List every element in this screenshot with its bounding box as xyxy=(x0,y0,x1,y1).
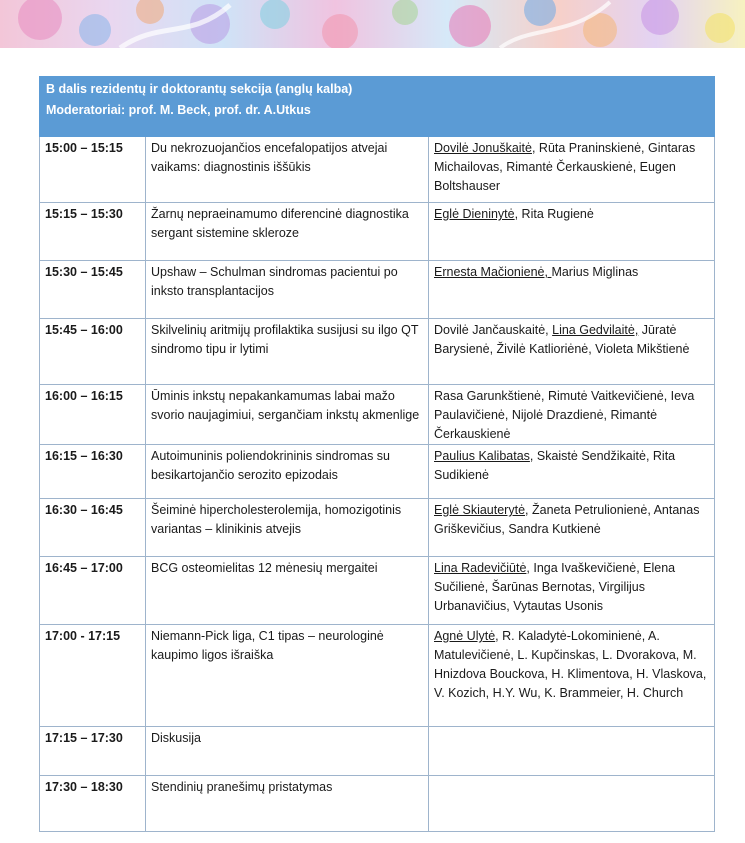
program-row xyxy=(40,445,715,499)
talk-title: Upshaw – Schulman sindromas pacientui po inksto transplantacijos xyxy=(146,261,429,319)
authors xyxy=(429,261,715,319)
program-row xyxy=(40,776,715,832)
talk-title: Ūminis inkstų nepakankamumas labai mažo svorio naujagimiui, sergančiam inkstų akmenlige xyxy=(146,385,429,445)
presenting-author: Eglė Dieninytė xyxy=(434,207,515,221)
section-header-row xyxy=(40,77,715,137)
section-header-cell xyxy=(40,77,715,137)
time-slot: 15:45 – 16:00 xyxy=(40,319,146,385)
presenting-author: Dovilė Jonuškaitė xyxy=(434,141,532,155)
paint-splash-graphic xyxy=(0,0,745,48)
decorative-banner xyxy=(0,0,745,48)
time-slot: 15:30 – 15:45 xyxy=(40,261,146,319)
time-slot: 16:00 – 16:15 xyxy=(40,385,146,445)
program-row xyxy=(40,261,715,319)
authors xyxy=(429,385,715,445)
time-slot: 15:00 – 15:15 xyxy=(40,137,146,203)
program-table xyxy=(39,76,715,832)
time-slot: 17:00 - 17:15 xyxy=(40,625,146,727)
authors xyxy=(429,625,715,727)
program-row xyxy=(40,557,715,625)
authors xyxy=(429,557,715,625)
co-authors: Marius Miglinas xyxy=(551,265,639,279)
presenting-author: Lina Radevičiūtė xyxy=(434,561,527,575)
talk-title: Skilvelinių aritmijų profilaktika susijusi su ilgo QT sindromo tipu ir lytimi xyxy=(146,319,429,385)
authors xyxy=(429,727,715,776)
co-authors: , R. Kaladytė-Lokominienė, A. Matulevičienė, L. Kupčinskas, L. Dvorakova, M. Hnizdova Bouckova, H. Klimentova, H. Vlaskova, V. Kozich, H.Y. Wu, K. Brammeier, H. Church xyxy=(434,629,707,700)
talk-title: Stendinių pranešimų pristatymas xyxy=(146,776,429,832)
co-authors: Jūratė Barysienė, Živilė Katlioriėnė, Violeta Mikštienė xyxy=(434,323,690,356)
talk-title: Žarnų nepraeinamumo diferencinė diagnostika sergant sistemine skleroze xyxy=(146,203,429,261)
program-row xyxy=(40,727,715,776)
presenting-author: Paulius Kalibatas xyxy=(434,449,530,463)
program-row xyxy=(40,319,715,385)
program-row xyxy=(40,499,715,557)
section-title: B dalis rezidentų ir doktorantų sekcija (anglų kalba) xyxy=(46,82,353,96)
talk-title: Šeiminė hipercholesterolemija, homozigotinis variantas – klinikinis atvejis xyxy=(146,499,429,557)
program-row xyxy=(40,625,715,727)
authors xyxy=(429,499,715,557)
presenting-author: Lina Gedvilaitė, xyxy=(552,323,639,337)
co-authors: , Inga Ivaškevičienė, Elena Sučilienė, Šarūnas Bernotas, Virgilijus Urbanavičius, Vytautas Usonis xyxy=(434,561,676,613)
time-slot: 16:15 – 16:30 xyxy=(40,445,146,499)
program-row xyxy=(40,385,715,445)
time-slot: 17:30 – 18:30 xyxy=(40,776,146,832)
co-authors: Rasa Garunkštienė, Rimutė Vaitkevičienė, Ieva Paulavičienė, Nijolė Drazdienė, Rimantė Čerkauskienė xyxy=(434,389,695,441)
time-slot: 15:15 – 15:30 xyxy=(40,203,146,261)
co-authors: , Rita Rugienė xyxy=(514,207,594,221)
authors xyxy=(429,319,715,385)
presenting-author: Eglė Skiauterytė xyxy=(434,503,526,517)
co-authors: , Žaneta Petrulionienė, Antanas Griškevičius, Sandra Kutkienė xyxy=(434,503,700,536)
talk-title: Du nekrozuojančios encefalopatijos atvejai vaikams: diagnostinis iššūkis xyxy=(146,137,429,203)
talk-title: Autoimuninis poliendokrininis sindromas su besikartojančio serozito epizodais xyxy=(146,445,429,499)
co-authors: , Skaistė Sendžikaitė, Rita Sudikienė xyxy=(434,449,676,482)
presenting-author: Agnė Ulytė xyxy=(434,629,496,643)
authors xyxy=(429,137,715,203)
co-authors: , Rūta Praninskienė, Gintaras Michailovas, Rimantė Čerkauskienė, Eugen Boltshauser xyxy=(434,141,696,193)
program-row xyxy=(40,203,715,261)
authors xyxy=(429,445,715,499)
authors xyxy=(429,776,715,832)
presenting-author: Ernesta Mačionienė, xyxy=(434,265,552,279)
program-row xyxy=(40,137,715,203)
authors xyxy=(429,203,715,261)
time-slot: 16:30 – 16:45 xyxy=(40,499,146,557)
talk-title: Niemann-Pick liga, C1 tipas – neurologinė kaupimo ligos išraiška xyxy=(146,625,429,727)
co-authors: Dovilė Jančauskaitė, xyxy=(434,323,553,337)
moderators: Moderatoriai: prof. M. Beck, prof. dr. A.Utkus xyxy=(46,103,311,117)
time-slot: 17:15 – 17:30 xyxy=(40,727,146,776)
time-slot: 16:45 – 17:00 xyxy=(40,557,146,625)
talk-title: BCG osteomielitas 12 mėnesių mergaitei xyxy=(146,557,429,625)
talk-title: Diskusija xyxy=(146,727,429,776)
